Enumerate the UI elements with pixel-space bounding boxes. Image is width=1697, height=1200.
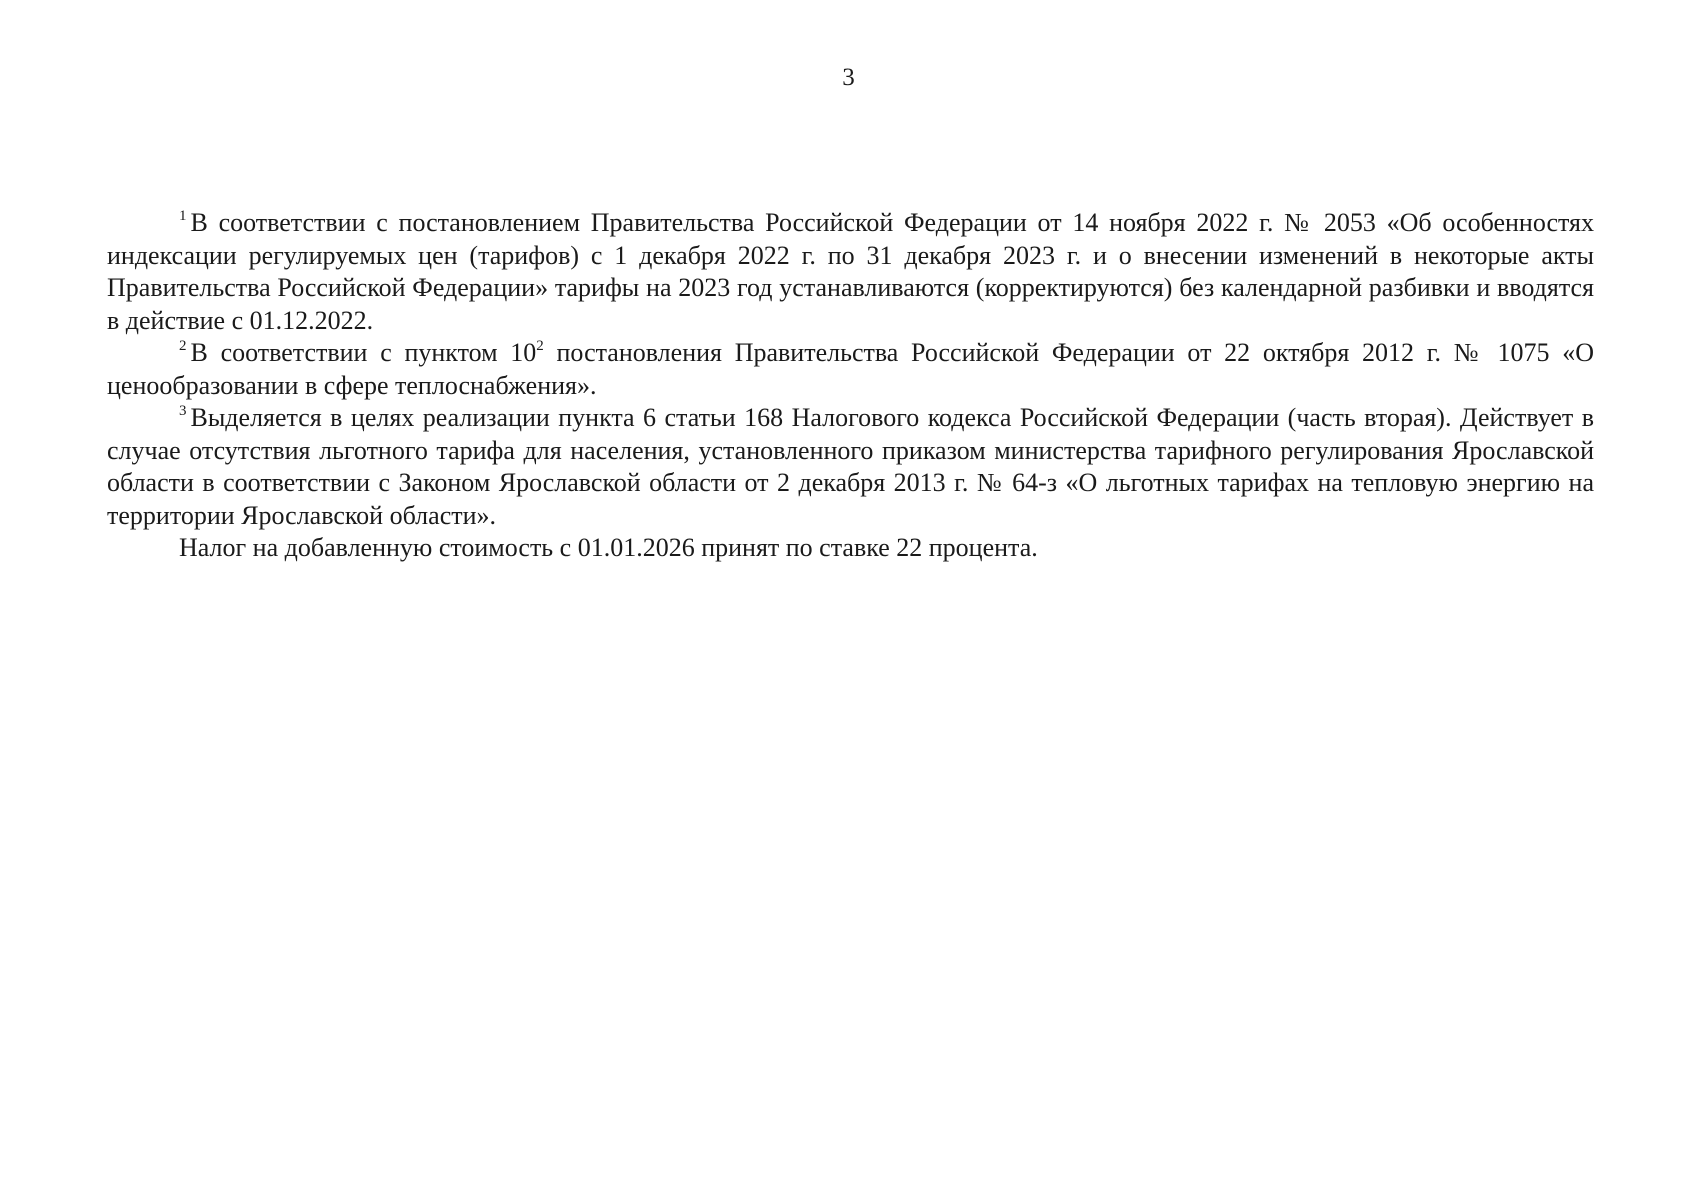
footnote-1-text: В соответствии с постановлением Правительства Российской Федерации от 14 ноября 2022 г. № 2053 «Об особенностях индексации регулируемых цен (тарифов) с 1 декабря 2022 г. по 31 декабря 2023 г. и о внесении изменений в некоторые акты Правительства Российской Федерации» тарифы на 2023 год устанавливаются (корректируются) без календарной разбивки и вводятся в действие с 01.12.2022. bbox=[107, 208, 1594, 335]
footnote-marker-1: 1 bbox=[179, 208, 187, 224]
footnote-3-text: Выделяется в целях реализации пункта 6 статьи 168 Налогового кодекса Российской Федерации (часть вторая). Действует в случае отсутствия льготного тарифа для населения, установленного приказом министерства тарифного регулирования Ярославской области в соответствии с Законом Ярославской области от 2 декабря 2013 г. № 64-з «О льготных тарифах на тепловую энергию на территории Ярославской области». bbox=[107, 403, 1594, 530]
footnote-marker-3: 3 bbox=[179, 403, 187, 419]
footnote-2-text-after: постановления Правительства Российской Федерации от 22 октября 2012 г. № 1075 «О ценообразовании в сфере теплоснабжения». bbox=[107, 338, 1594, 400]
page-number: 3 bbox=[842, 64, 855, 91]
vat-note: Налог на добавленную стоимость с 01.01.2026 принят по ставке 22 процента. bbox=[179, 533, 1038, 562]
footnote-2 bbox=[107, 337, 1594, 402]
footnote-2-text-before: В соответствии с пунктом 10 bbox=[190, 338, 537, 367]
footnote-1 bbox=[107, 207, 1594, 337]
footnote-marker-2: 2 bbox=[179, 338, 187, 354]
footnote-3 bbox=[107, 402, 1594, 532]
footnote-2-point-superscript: 2 bbox=[536, 338, 544, 354]
footnotes-block bbox=[107, 207, 1594, 565]
